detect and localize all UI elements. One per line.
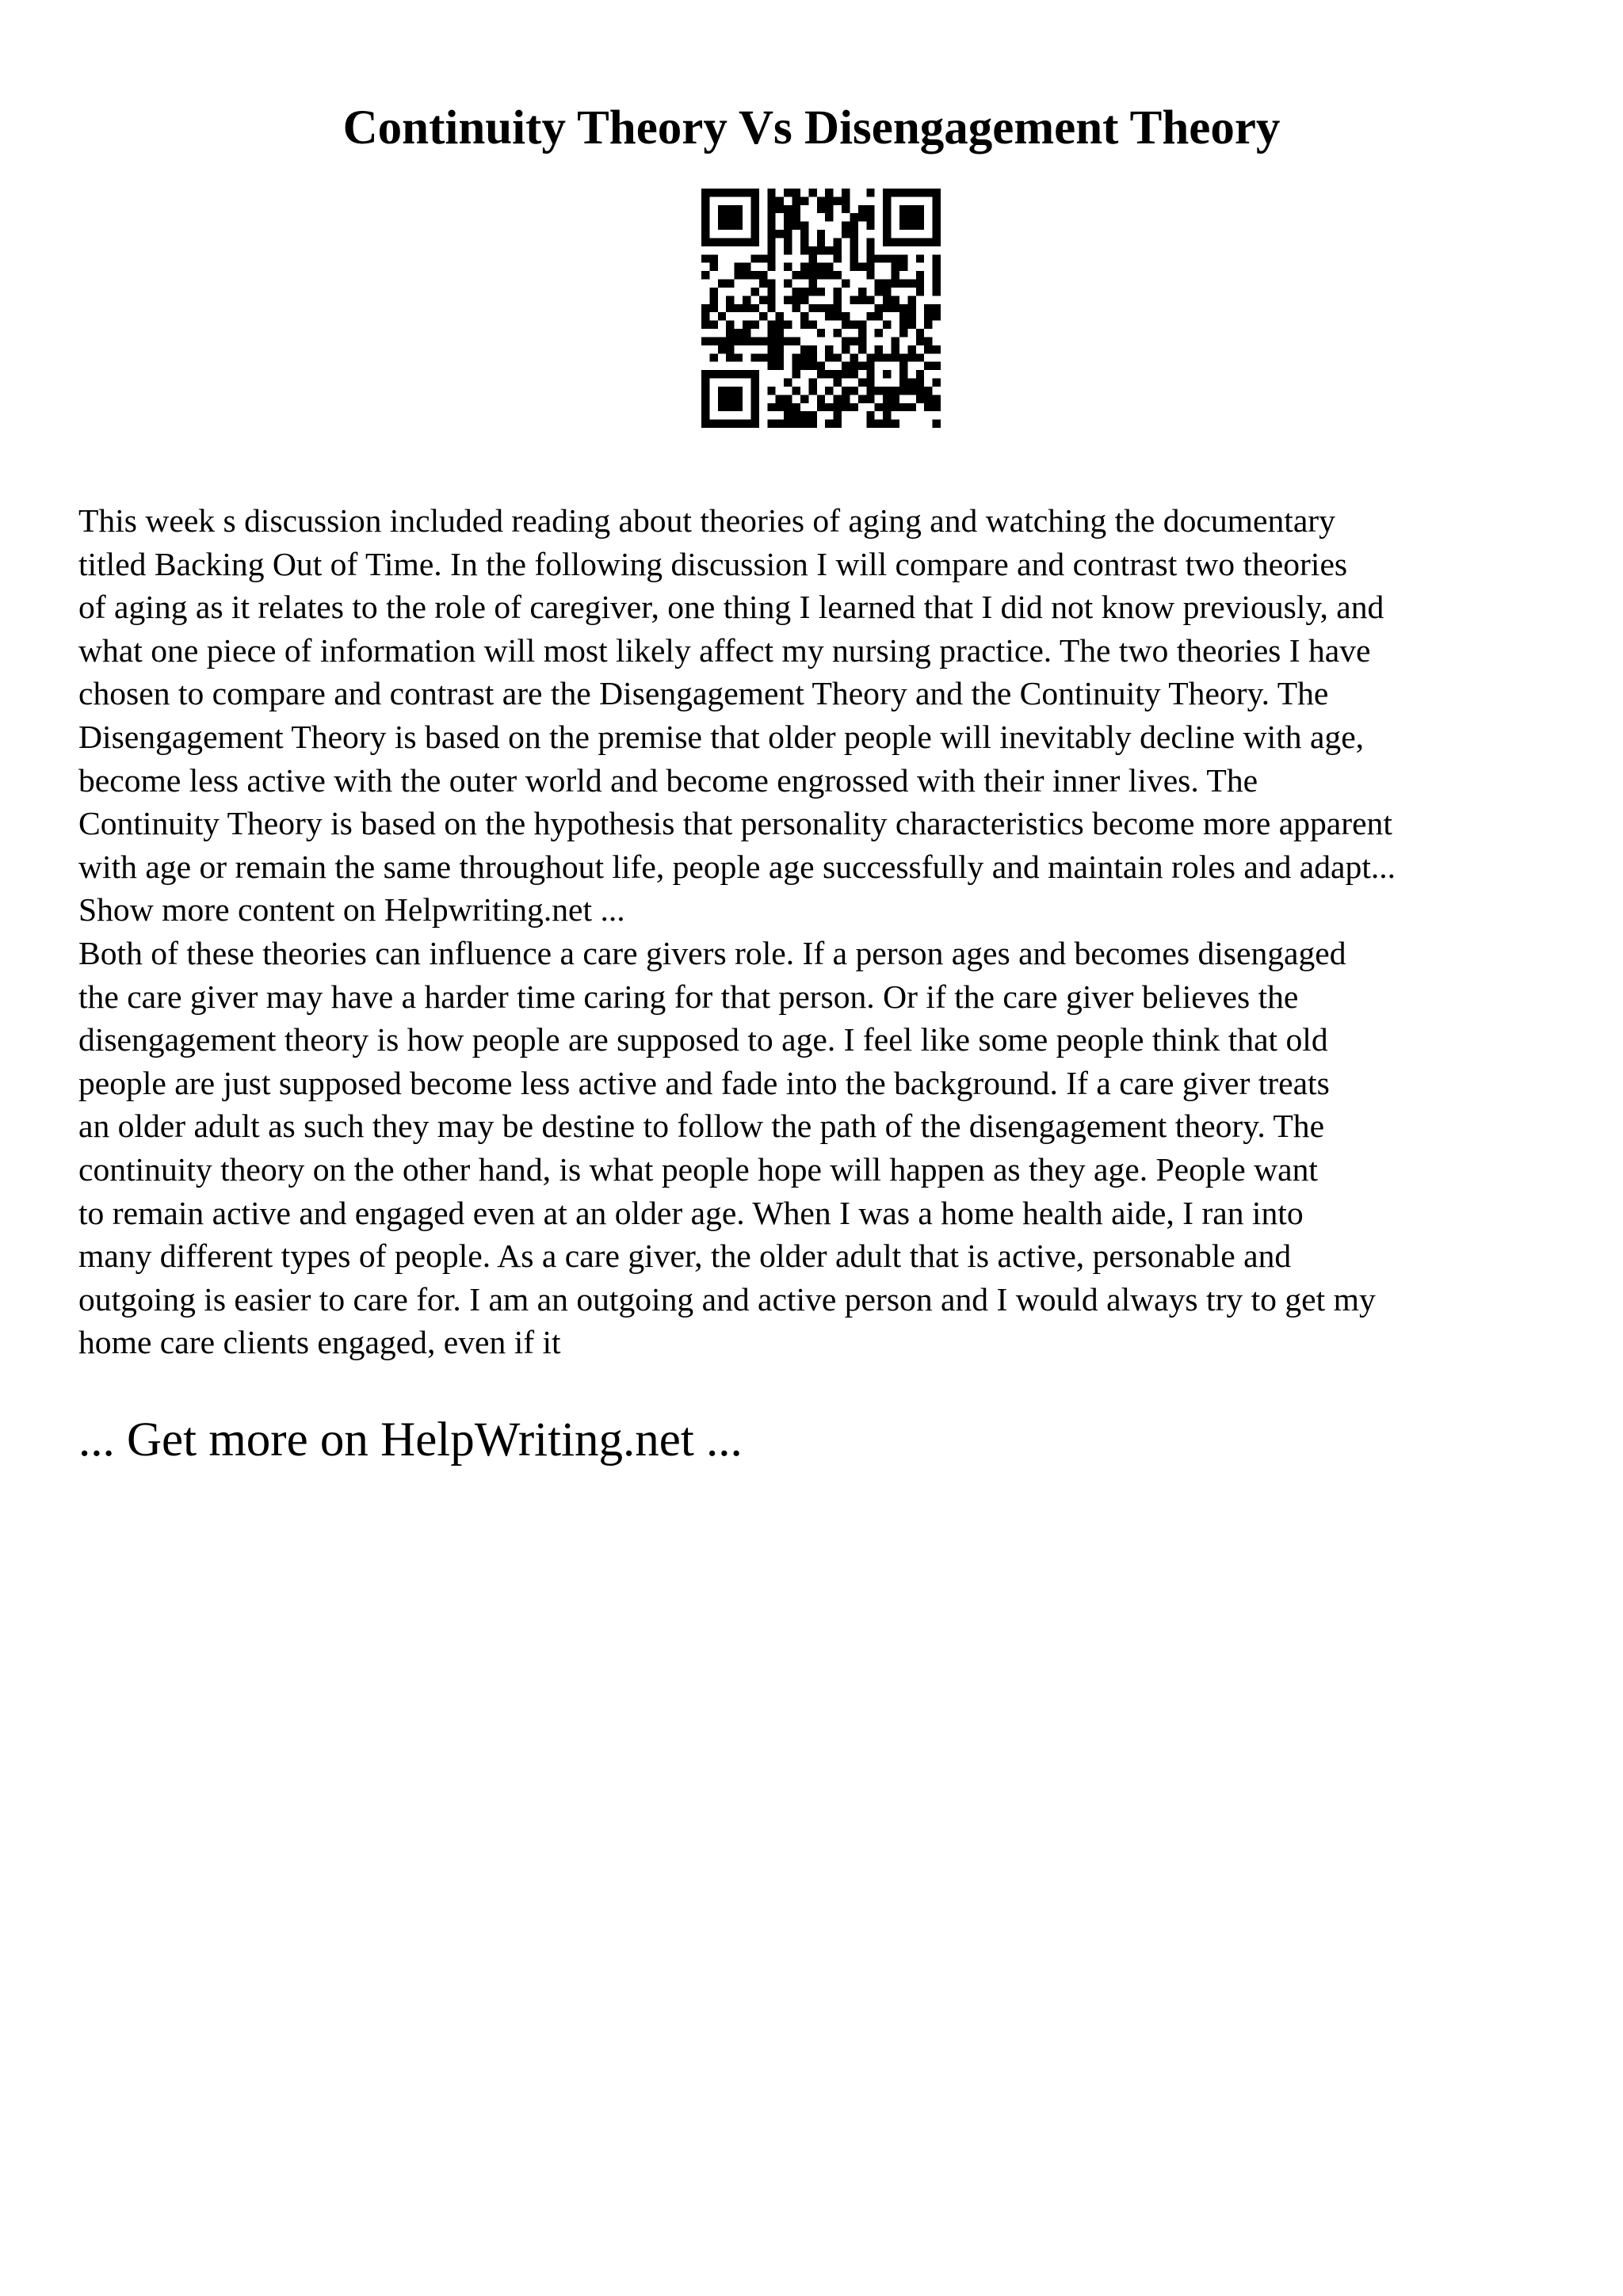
get-more-link[interactable]: ... Get more on HelpWriting.net ... xyxy=(78,1413,743,1466)
body-line: people are just supposed become less active and fade into the background. If a care giver treats xyxy=(78,1064,1330,1101)
body-line: the care giver may have a harder time caring for that person. Or if the care giver believes the xyxy=(78,978,1299,1015)
body-line: chosen to compare and contrast are the Disengagement Theory and the Continuity Theory. The xyxy=(78,675,1329,712)
body-line: Disengagement Theory is based on the premise that older people will inevitably decline with age, xyxy=(78,718,1365,755)
qr-code[interactable] xyxy=(701,189,941,428)
body-line: with age or remain the same throughout life, people age successfully and maintain roles and adapt... xyxy=(78,848,1396,885)
body-line: what one piece of information will most likely affect my nursing practice. The two theories I have xyxy=(78,631,1371,669)
document-body xyxy=(78,499,1568,1364)
body-line: to remain active and engaged even at an older age. When I was a home health aide, I ran into xyxy=(78,1194,1304,1231)
body-line: become less active with the outer world and become engrossed with their inner lives. The xyxy=(78,761,1258,799)
body-line: titled Backing Out of Time. In the following discussion I will compare and contrast two theories xyxy=(78,545,1348,582)
body-line: Both of these theories can influence a care givers role. If a person ages and becomes disengaged xyxy=(78,934,1346,971)
qr-code-icon xyxy=(701,189,941,428)
body-line: of aging as it relates to the role of caregiver, one thing I learned that I did not know previously, and xyxy=(78,589,1384,626)
body-line: home care clients engaged, even if it xyxy=(78,1324,561,1361)
body-line: Continuity Theory is based on the hypothesis that personality characteristics become more apparent xyxy=(78,805,1392,842)
body-line: This week s discussion included reading about theories of aging and watching the documentary xyxy=(78,502,1335,539)
body-line: outgoing is easier to care for. I am an outgoing and active person and I would always try to get my xyxy=(78,1280,1376,1318)
body-line: an older adult as such they may be destine to follow the path of the disengagement theory. The xyxy=(78,1108,1325,1145)
show-more-link[interactable]: Show more content on Helpwriting.net ... xyxy=(78,891,625,929)
body-line: continuity theory on the other hand, is what people hope will happen as they age. People want xyxy=(78,1150,1318,1188)
body-line: disengagement theory is how people are supposed to age. I feel like some people think that old xyxy=(78,1021,1328,1058)
body-line: many different types of people. As a care giver, the older adult that is active, personable and xyxy=(78,1238,1292,1275)
document-title: Continuity Theory Vs Disengagement Theory xyxy=(342,101,1281,154)
